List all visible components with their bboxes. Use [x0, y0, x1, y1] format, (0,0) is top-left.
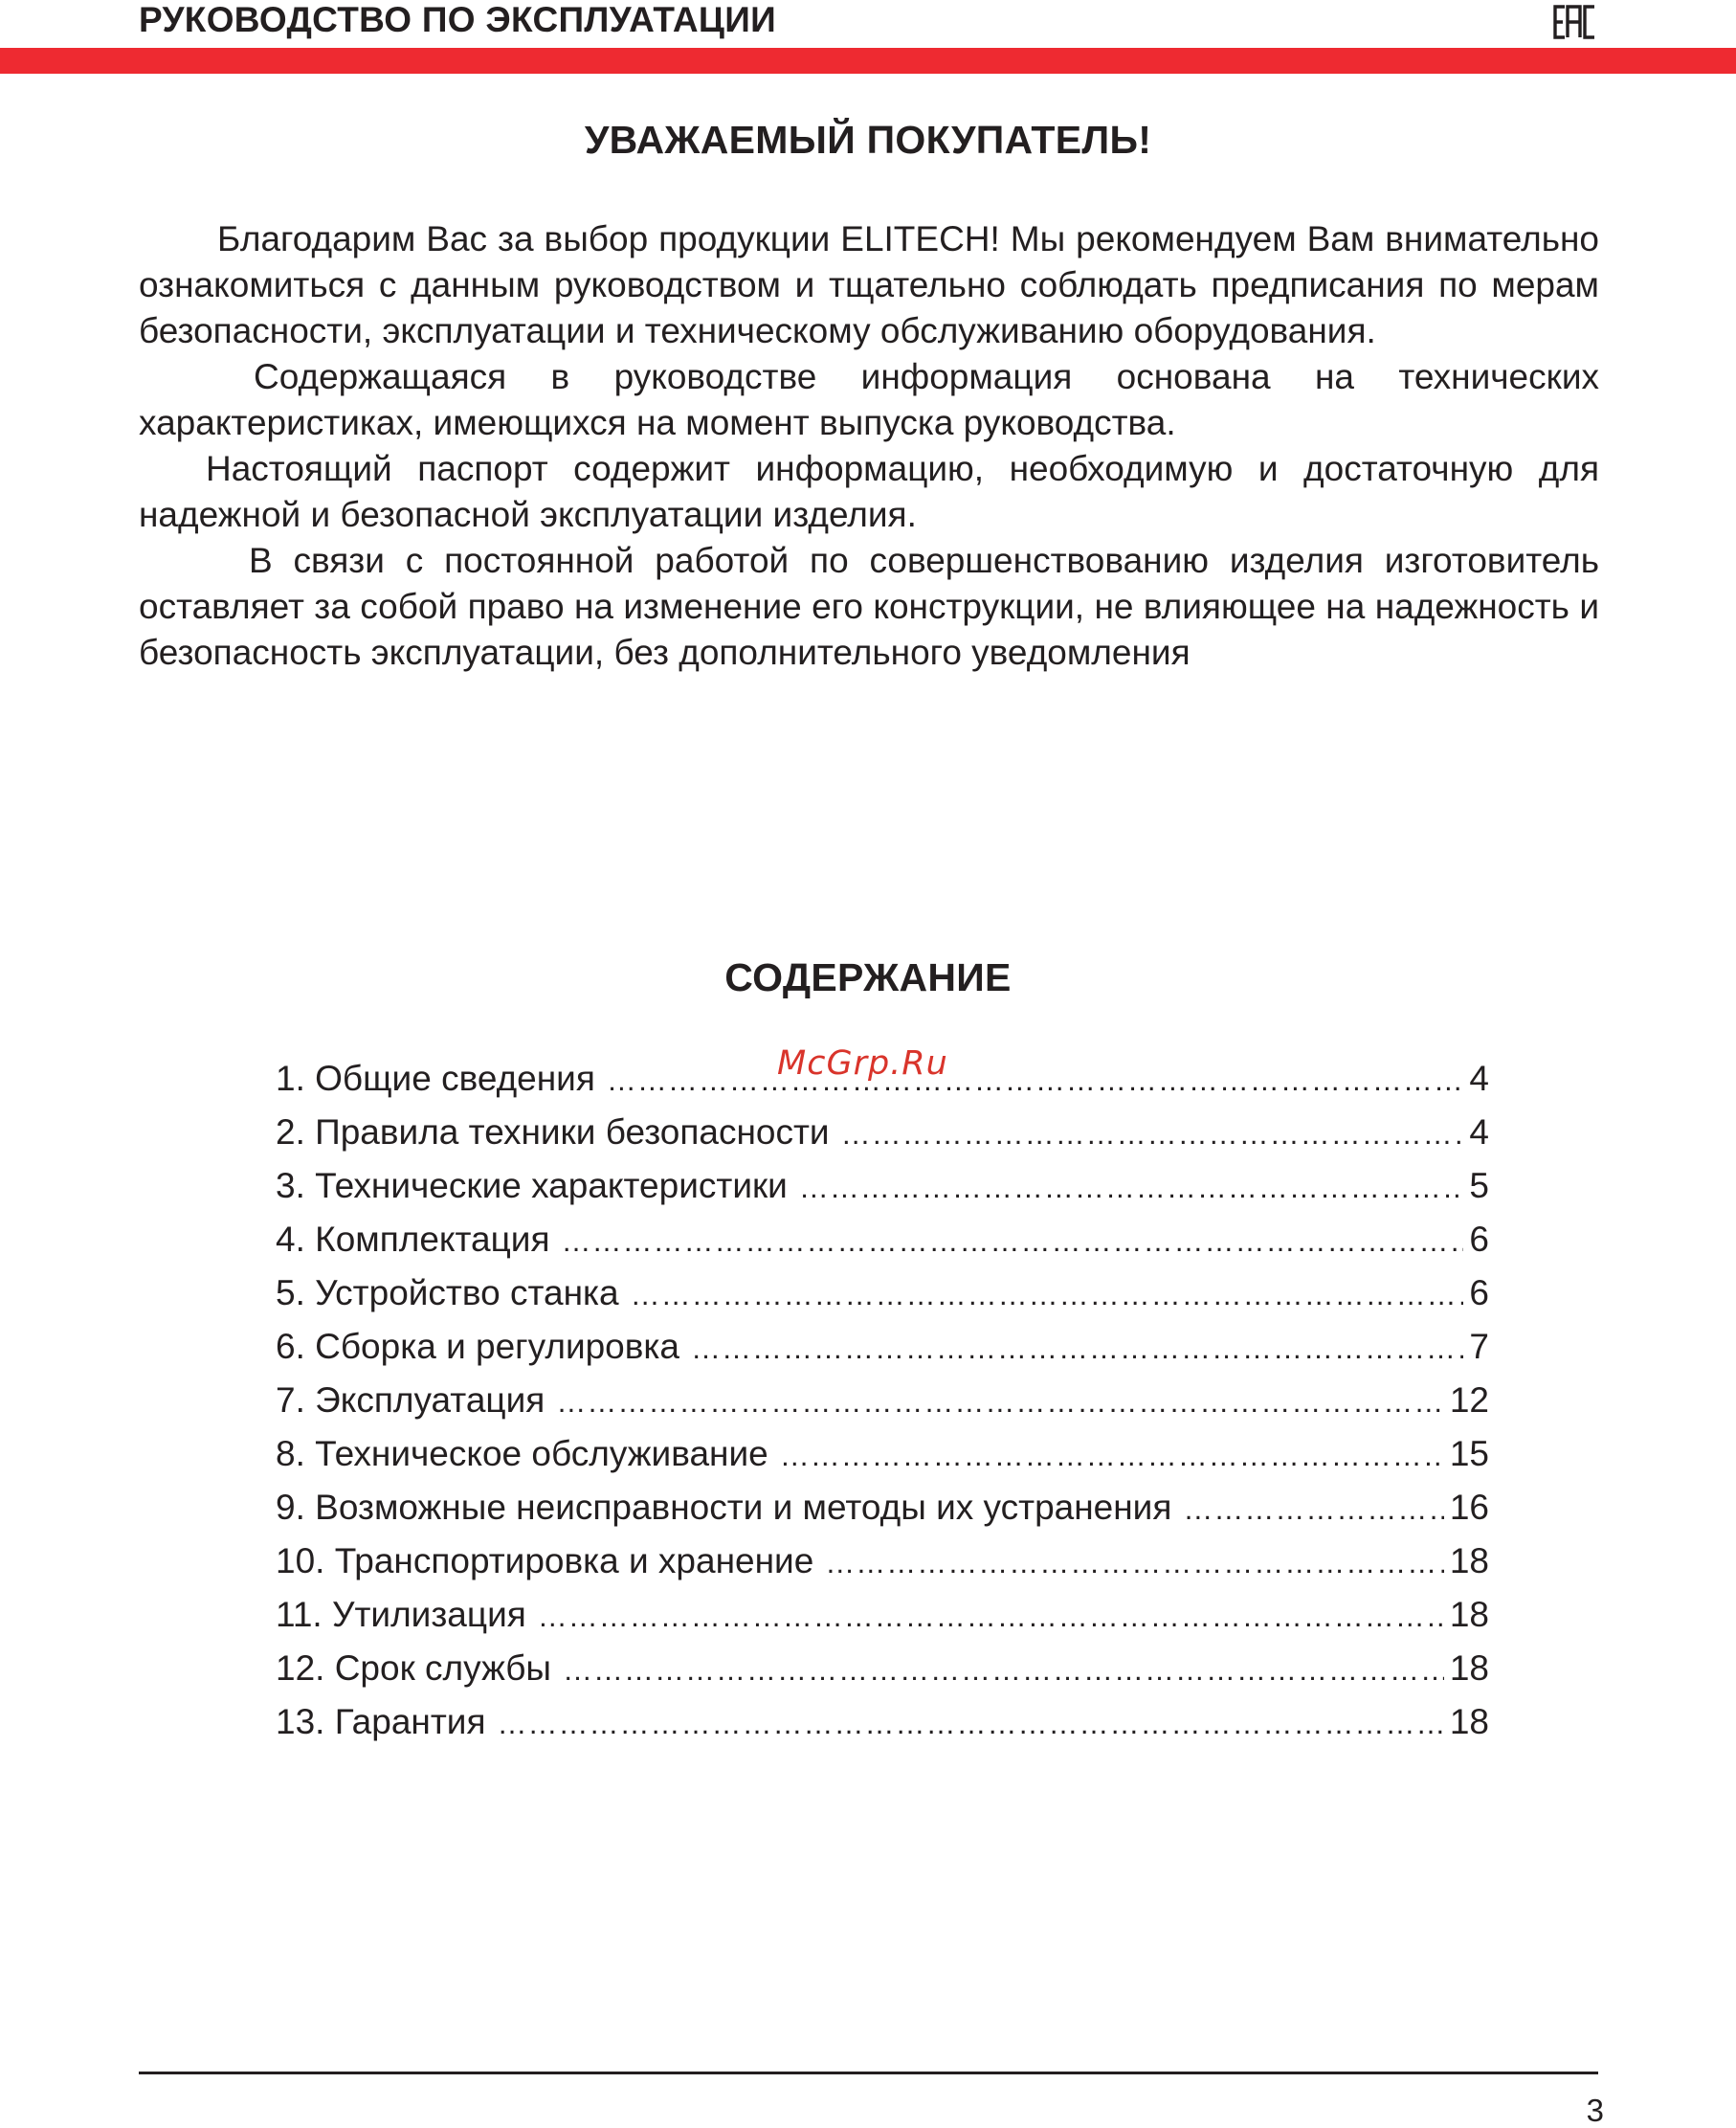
- toc-item-page: 5: [1469, 1166, 1489, 1205]
- toc-item: [276, 1588, 1489, 1642]
- toc-item-page: 4: [1469, 1059, 1489, 1098]
- toc-item-label: 12. Срок службы: [276, 1648, 552, 1688]
- toc-item-page: 6: [1469, 1220, 1489, 1259]
- toc-item: [276, 1159, 1489, 1213]
- toc-item: [276, 1213, 1489, 1266]
- toc-item-label: 11. Утилизация: [276, 1595, 526, 1634]
- toc-item-page: 7: [1469, 1327, 1489, 1366]
- toc-dot-leader: [607, 1054, 1464, 1108]
- toc-item-page: 18: [1449, 1702, 1489, 1741]
- intro-paragraph: Настоящий паспорт содержит информацию, необходимую и достаточную для надежной и безопасной эксплуатации изделия.: [139, 449, 1599, 534]
- page-number: 3: [1586, 2093, 1604, 2128]
- toc-item-label: 9. Возможные неисправности и методы их устранения: [276, 1488, 1172, 1527]
- toc-dot-leader: [1183, 1483, 1443, 1536]
- toc-item: [276, 1481, 1489, 1534]
- eac-certification-icon: [1552, 5, 1598, 39]
- toc-item-label: 7. Эксплуатация: [276, 1380, 545, 1420]
- toc-item-page: 15: [1449, 1434, 1489, 1473]
- toc-heading: СОДЕРЖАНИЕ: [724, 955, 1012, 999]
- toc-item-label: 2. Правила техники безопасности: [276, 1112, 830, 1152]
- toc-item: [276, 1266, 1489, 1320]
- toc-item-label: 13. Гарантия: [276, 1702, 486, 1741]
- greeting-heading: УВАЖАЕМЫЙ ПОКУПАТЕЛЬ!: [584, 118, 1152, 162]
- table-of-contents: [276, 1052, 1489, 1749]
- toc-dot-leader: [498, 1697, 1444, 1751]
- toc-item-page: 12: [1449, 1380, 1489, 1420]
- intro-paragraph: В связи с постоянной работой по совершенствованию изделия изготовитель оставляет за собой право на изменение его конструкции, не влияющее на надежность и безопасность эксплуатации, без дополнительного уведомления: [139, 541, 1599, 672]
- toc-dot-leader: [691, 1322, 1463, 1376]
- toc-item-page: 18: [1449, 1648, 1489, 1688]
- toc-item-page: 18: [1449, 1541, 1489, 1580]
- toc-dot-leader: [631, 1268, 1464, 1322]
- toc-item: [276, 1374, 1489, 1427]
- toc-dot-leader: [825, 1536, 1444, 1590]
- intro-paragraph: Благодарим Вас за выбор продукции ELITECH! Мы рекомендуем Вам внимательно ознакомиться с данным руководством и тщательно соблюдать предписания по мерам безопасности, эксплуатации и техническому обслуживанию оборудования.: [139, 219, 1599, 350]
- toc-item-page: 18: [1449, 1595, 1489, 1634]
- toc-dot-leader: [538, 1590, 1444, 1644]
- footer-rule: [139, 2072, 1598, 2074]
- toc-item-label: 4. Комплектация: [276, 1220, 550, 1259]
- header-accent-bar: [0, 48, 1736, 74]
- toc-dot-leader: [562, 1215, 1464, 1268]
- toc-item-label: 10. Транспортировка и хранение: [276, 1541, 814, 1580]
- toc-item: [276, 1642, 1489, 1695]
- header-title: РУКОВОДСТВО ПО ЭКСПЛУАТАЦИИ: [139, 0, 777, 39]
- toc-item-label: 5. Устройство станка: [276, 1273, 619, 1312]
- watermark: McGrp.Ru: [777, 1044, 948, 1083]
- toc-item-label: 6. Сборка и регулировка: [276, 1327, 679, 1366]
- toc-item: [276, 1427, 1489, 1481]
- toc-item-page: 6: [1469, 1273, 1489, 1312]
- toc-item-page: 4: [1469, 1112, 1489, 1152]
- toc-item: [276, 1695, 1489, 1749]
- intro-paragraph: Содержащаяся в руководстве информация основана на технических характеристиках, имеющихся на момент выпуска руководства.: [139, 357, 1599, 442]
- toc-dot-leader: [780, 1429, 1444, 1483]
- toc-dot-leader: [799, 1161, 1464, 1215]
- toc-item: [276, 1534, 1489, 1588]
- toc-dot-leader: [563, 1644, 1444, 1697]
- toc-dot-leader: [841, 1108, 1464, 1161]
- toc-item: [276, 1320, 1489, 1374]
- toc-item-label: 1. Общие сведения: [276, 1059, 595, 1098]
- toc-item-label: 3. Технические характеристики: [276, 1166, 788, 1205]
- toc-item: [276, 1106, 1489, 1159]
- toc-item-page: 16: [1449, 1488, 1489, 1527]
- toc-dot-leader: [556, 1376, 1444, 1429]
- toc-item-label: 8. Техническое обслуживание: [276, 1434, 768, 1473]
- intro-text: [139, 216, 1599, 676]
